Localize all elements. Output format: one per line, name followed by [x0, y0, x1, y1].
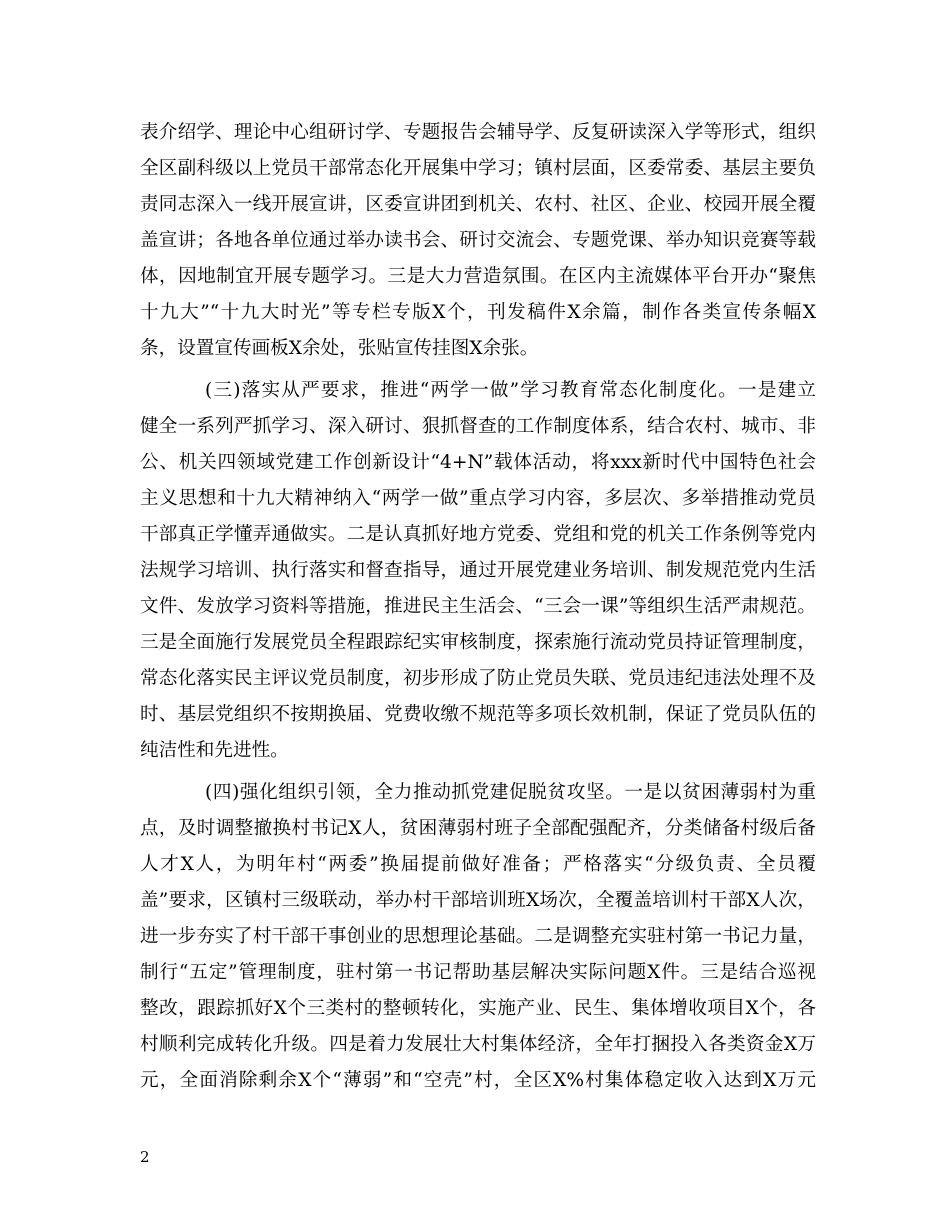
- text-line: 干部真正学懂弄通做实。二是认真抓好地方党委、党组和党的机关工作条例等党内: [140, 524, 816, 545]
- text-line: 人才X人，为明年村“两委”换届提前做好准备；严格落实“分级负责、全员覆: [140, 854, 816, 875]
- text-line: 表介绍学、理论中心组研讨学、专题报告会辅导学、反复研读深入学等形式，组织: [140, 122, 816, 143]
- text-line: 法规学习培训、执行落实和督查指导，通过开展党建业务培训、制发规范党内生活: [140, 560, 816, 581]
- paragraph-3: [140, 775, 816, 1099]
- text-line: 进一步夯实了村干部干事创业的思想理论基础。二是调整充实驻村第一书记力量，: [140, 926, 816, 947]
- text-line: 时、基层党组织不按期换届、党费收缴不规范等多项长效机制，保证了党员队伍的: [140, 704, 816, 725]
- text-line: 整改，跟踪抓好X个三类村的整顿转化，实施产业、民生、集体增收项目X个，各: [140, 998, 816, 1019]
- text-line: 十九大”“十九大时光”等专栏专版X个，刊发稿件X余篇，制作各类宣传条幅X: [140, 302, 816, 323]
- paragraph-1: [140, 115, 816, 367]
- text-line: 条，设置宣传画板X余处，张贴宣传挂图X余张。: [140, 338, 539, 359]
- document-body: [140, 115, 816, 1105]
- text-line: 健全一系列严抓学习、深入研讨、狠抓督查的工作制度体系，结合农村、城市、非: [140, 416, 816, 437]
- text-line: 责同志深入一线开展宣讲，区委宣讲团到机关、农村、社区、企业、校园开展全覆: [140, 194, 816, 215]
- section-heading-line: (三)落实从严要求，推进“两学一做”学习教育常态化制度化。一是建立: [205, 380, 816, 401]
- text-line: 常态化落实民主评议党员制度，初步形成了防止党员失联、党员违纪违法处理不及: [140, 668, 816, 689]
- text-line: 文件、发放学习资料等措施，推进民主生活会、“三会一课”等组织生活严肃规范。: [140, 596, 816, 617]
- text-line: 元，全面消除剩余X个“薄弱”和“空壳”村，全区X%村集体稳定收入达到X万元: [140, 1070, 816, 1091]
- page-number: 2: [140, 1148, 150, 1166]
- section-heading-line: (四)强化组织引领，全力推动抓党建促脱贫攻坚。一是以贫困薄弱村为重: [205, 782, 816, 803]
- text-line: 三是全面施行发展党员全程跟踪纪实审核制度，探索施行流动党员持证管理制度，: [140, 632, 816, 653]
- text-line: 村顺利完成转化升级。四是着力发展壮大村集体经济，全年打捆投入各类资金X万: [140, 1034, 816, 1055]
- paragraph-2: [140, 373, 816, 769]
- text-line: 体，因地制宜开展专题学习。三是大力营造氛围。在区内主流媒体平台开办“聚焦: [140, 266, 816, 287]
- text-line: 点，及时调整撤换村书记X人，贫困薄弱村班子全部配强配齐，分类储备村级后备: [140, 818, 816, 839]
- text-line: 盖”要求，区镇村三级联动，举办村干部培训班X场次，全覆盖培训村干部X人次，: [140, 890, 816, 911]
- text-line: 主义思想和十九大精神纳入“两学一做”重点学习内容，多层次、多举措推动党员: [140, 488, 816, 509]
- text-line: 全区副科级以上党员干部常态化开展集中学习；镇村层面，区委常委、基层主要负: [140, 158, 816, 179]
- text-line: 制行“五定”管理制度，驻村第一书记帮助基层解决实际问题X件。三是结合巡视: [140, 962, 816, 983]
- text-line: 纯洁性和先进性。: [140, 740, 289, 761]
- text-line: 盖宣讲；各地各单位通过举办读书会、研讨交流会、专题党课、举办知识竞赛等载: [140, 230, 816, 251]
- text-line: 公、机关四领域党建工作创新设计“4+N”载体活动，将xxx新时代中国特色社会: [140, 452, 816, 473]
